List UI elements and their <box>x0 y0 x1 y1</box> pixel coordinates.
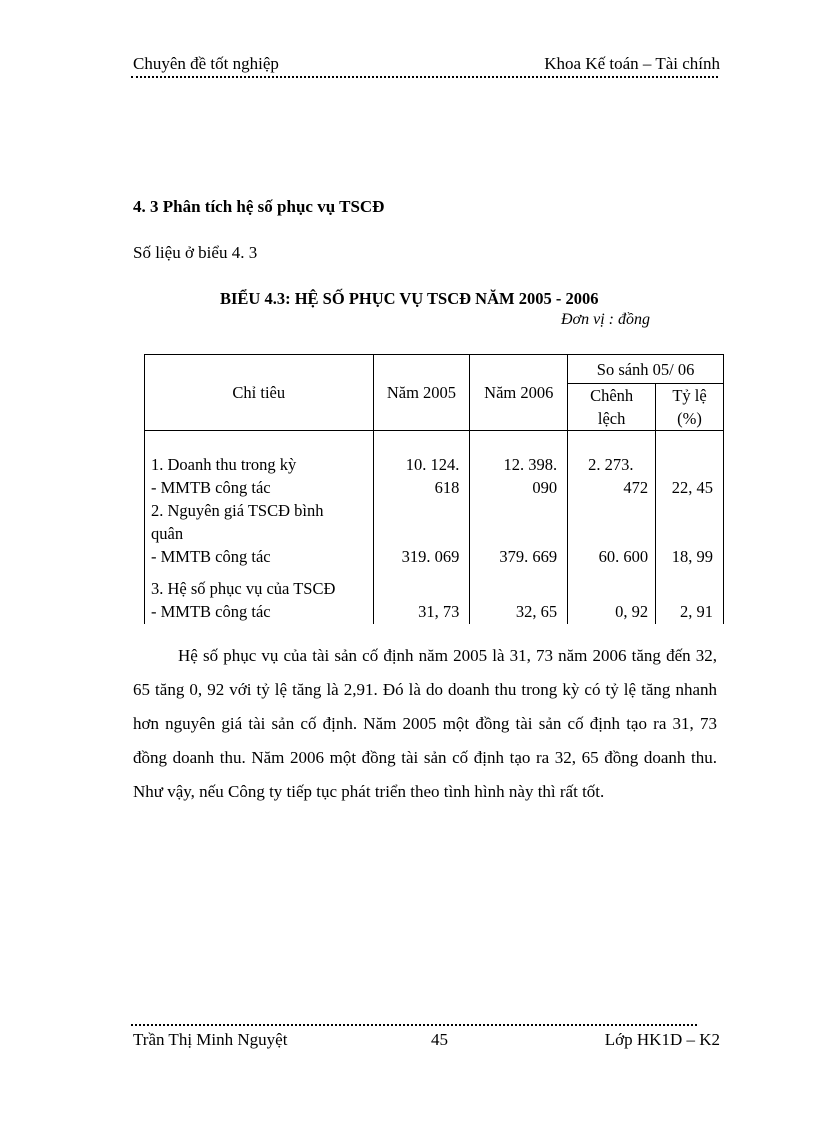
row3-label1: 3. Hệ số phục vụ của TSCĐ <box>151 579 336 598</box>
header-right: Khoa Kế toán – Tài chính <box>544 54 720 73</box>
row1-2006-b: 090 <box>532 478 558 497</box>
row1-2005-a: 10. 124. <box>405 455 460 474</box>
year2006-column <box>470 431 568 624</box>
ratio-column <box>656 431 724 624</box>
row3-ratio: 2, 91 <box>680 602 713 621</box>
indicator-column <box>145 431 374 624</box>
header-2005: Năm 2005 <box>373 355 470 431</box>
row2-label1: 2. Nguyên giá TSCĐ bình <box>151 501 324 520</box>
row2-label2: - MMTB công tác <box>151 547 271 566</box>
header-compare: So sánh 05/ 06 <box>568 355 724 384</box>
intro-text: Số liệu ở biểu 4. 3 <box>133 243 258 262</box>
header-ratio-line2: (%) <box>677 409 702 428</box>
header-left: Chuyên đề tốt nghiệp <box>133 54 279 73</box>
header-indicator: Chỉ tiêu <box>145 355 374 431</box>
row2-2005: 319. 069 <box>401 547 460 566</box>
header-ratio-line1: Tỷ lệ <box>672 386 707 405</box>
row2-diff: 60. 600 <box>598 547 649 566</box>
header-diff <box>568 384 656 431</box>
footer-divider <box>131 1024 697 1026</box>
row2-ratio: 18, 99 <box>671 547 713 566</box>
row3-2006: 32, 65 <box>515 602 558 621</box>
header-ratio <box>656 384 724 431</box>
year2005-column <box>373 431 470 624</box>
row2-label1b: quân <box>151 524 184 543</box>
footer-class: Lớp HK1D – K2 <box>604 1030 720 1049</box>
table-title: BIỂU 4.3: HỆ SỐ PHỤC VỤ TSCĐ NĂM 2005 - 2006 <box>220 289 599 308</box>
paragraph-text: Hệ số phục vụ của tài sản cố định năm 2005 là 31, 73 năm 2006 tăng đến 32, 65 tăng 0, 92 với tỷ lệ tăng là 2,91. Đó là do doanh thu trong kỳ có tỷ lệ tăng nhanh hơn nguyên giá tài sản cố định. Năm 2005 một đồng tài sản cố định tạo ra 31, 73 đồng doanh thu. Năm 2006 một đồng tài sản cố định tạo ra 32, 65 đồng doanh thu. Như vậy, nếu Công ty tiếp tục phát triển theo tình hình này thì rất tốt. <box>133 646 717 801</box>
analysis-paragraph <box>133 639 717 809</box>
row1-2005-b: 618 <box>434 478 460 497</box>
diff-column <box>568 431 656 624</box>
row1-label1: 1. Doanh thu trong kỳ <box>151 455 297 474</box>
header-divider <box>131 76 718 78</box>
unit-label: Đơn vị : đồng <box>561 311 650 328</box>
row3-diff: 0, 92 <box>615 602 649 621</box>
footer-page-number: 45 <box>431 1030 448 1049</box>
data-table <box>144 354 724 624</box>
section-title: 4. 3 Phân tích hệ số phục vụ TSCĐ <box>133 197 385 216</box>
row3-label2: - MMTB công tác <box>151 602 271 621</box>
row2-2006: 379. 669 <box>499 547 558 566</box>
footer-author: Trần Thị Minh Nguyệt <box>133 1030 288 1049</box>
header-2006: Năm 2006 <box>470 355 568 431</box>
row3-2005: 31, 73 <box>418 602 460 621</box>
row1-2006-a: 12. 398. <box>503 455 558 474</box>
row1-diff-a: 2. 273. <box>588 455 634 474</box>
row1-ratio: 22, 45 <box>671 478 713 497</box>
row1-label2: - MMTB công tác <box>151 478 271 497</box>
row1-diff-b: 472 <box>623 478 649 497</box>
header-diff-line2: lệch <box>597 409 626 428</box>
header-diff-line1: Chênh <box>590 386 634 405</box>
